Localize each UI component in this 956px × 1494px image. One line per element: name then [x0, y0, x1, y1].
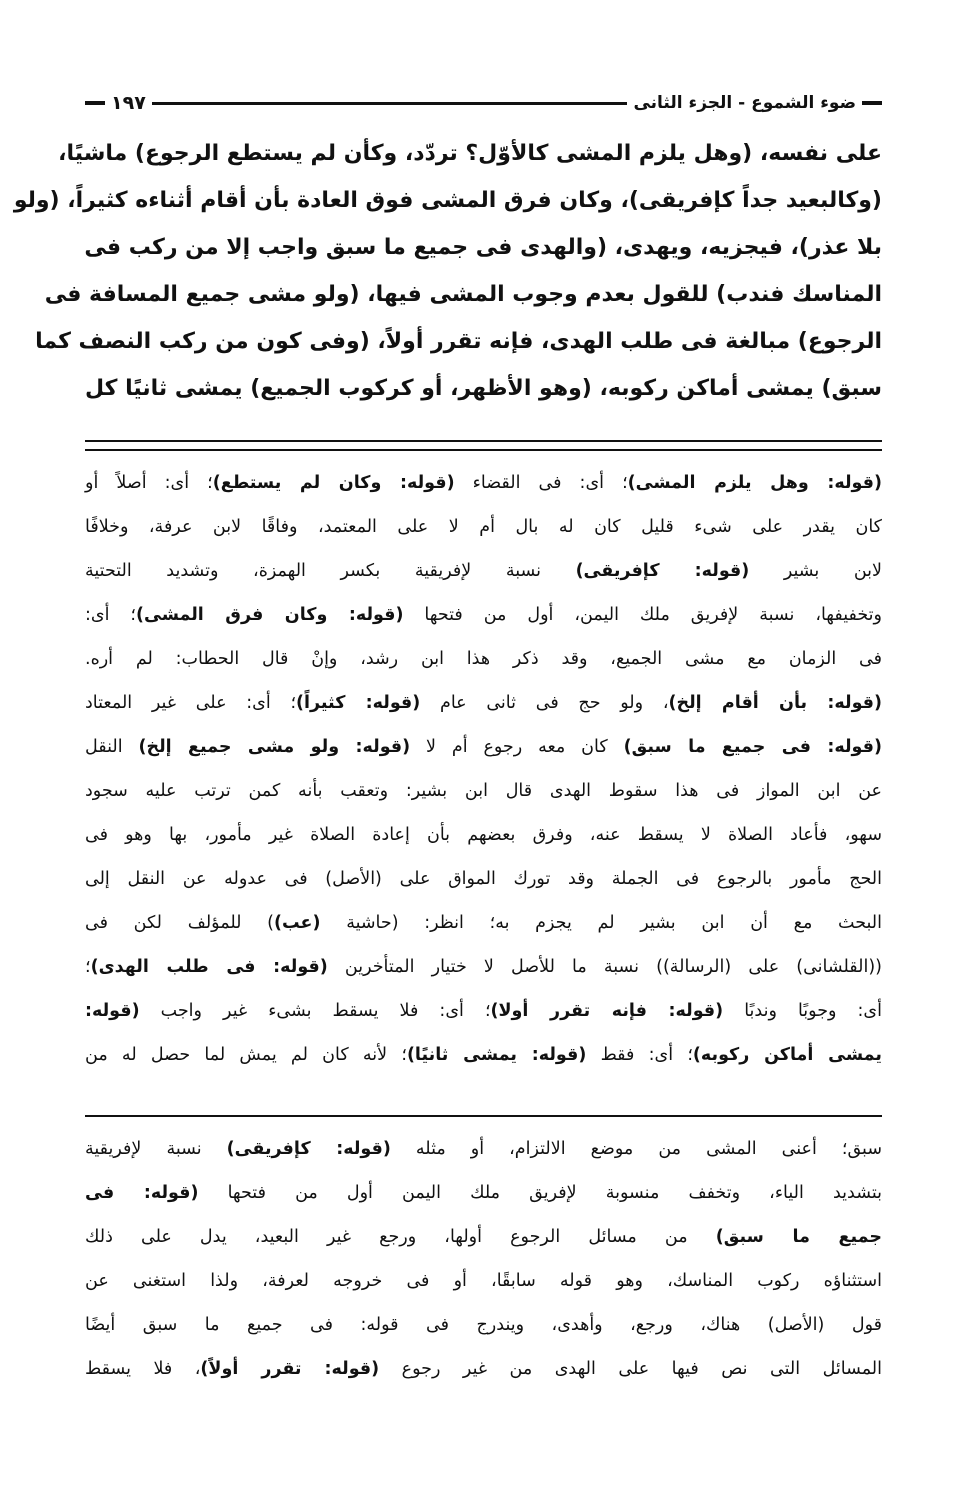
quoted-lemma: (قوله: بأن أقام إلخ) — [668, 693, 882, 713]
text-segment: (وكالبعيد جداً كإفريقى)، وكان فرق المشى فوق العادة بأن أقام أثناءه كثيراً، (ولو — [13, 188, 882, 213]
commentary-second — [85, 1127, 882, 1391]
text-line — [85, 813, 882, 857]
text-segment: من مسائل الرجوع أولها، ورجع غير البعيد، يدل على ذلك — [85, 1227, 716, 1247]
text-segment: البحث مع أن ابن بشير لم يجزم به؛ انظر: (حاشية — [320, 913, 882, 933]
quoted-lemma: جميع ما سبق) — [715, 1227, 882, 1247]
text-segment: قول (الأصل) هناك، ورجع، وأهدى، ويندرج فى قوله: فى جميع ما سبق أيضًا — [85, 1315, 882, 1335]
quoted-lemma: يمشى أماكن ركوبه) — [692, 1045, 882, 1065]
book-title: ضوء الشموع - الجزء الثانى — [633, 93, 856, 113]
quoted-lemma: (قوله: وكان لم يستطع) — [212, 473, 455, 493]
text-segment: ، ولو حج فى ثانى عام — [420, 693, 669, 713]
text-segment: ؛ أى: أصلاً أو — [85, 473, 213, 493]
text-line — [85, 769, 882, 813]
page-number: ١٩٧ — [111, 92, 146, 114]
text-line — [85, 725, 882, 769]
text-segment: ؛ أى: فى القضاء — [454, 473, 628, 493]
text-segment: كان معه رجوع أم لا — [410, 737, 624, 757]
header-dash — [862, 101, 882, 105]
text-segment: المناسك فندب) للقول بعدم وجوب المشى فيها، (ولو مشى جميع المسافة فى — [44, 282, 882, 307]
text-segment: وتخفيفها، نسبة لإفريق ملك اليمن، أول من فتحها — [403, 605, 882, 625]
text-line — [44, 271, 882, 318]
text-line — [85, 365, 882, 412]
text-line — [85, 1303, 882, 1347]
text-segment: على نفسه، (وهل يلزم المشى كالأوّل؟ تردّد، وكأن لم يستطع الرجوع) ماشيًا، — [58, 141, 882, 166]
running-header — [85, 88, 882, 118]
text-segment: كان يقدر على شىء قليل كان له بال أم لا على المعتمد، وفاقًا لابن عرفة، وخلافًا — [85, 517, 882, 537]
text-line — [85, 681, 882, 725]
text-line — [85, 901, 882, 945]
quoted-lemma: (قوله: ولو مشى جميع إلخ) — [138, 737, 411, 757]
text-segment: فى الزمان مع مشى الجميع، وقد ذكر هذا ابن رشد، وإنْ قال الحطاب: لم أره. — [85, 649, 882, 669]
text-segment: المسائل التى نص فيها على الهدى من غير رجوع — [379, 1359, 883, 1379]
text-line — [85, 945, 882, 989]
text-line — [85, 549, 882, 593]
text-line — [85, 505, 882, 549]
quoted-lemma: (قوله: فى جميع ما سبق) — [623, 737, 882, 757]
text-segment: نسبة لإفريقية — [85, 1139, 227, 1159]
text-segment: ؛ — [85, 957, 91, 977]
text-line — [85, 857, 882, 901]
commentary-first — [85, 461, 882, 1077]
divider — [85, 1115, 882, 1117]
quoted-lemma: (قوله: فى — [85, 1183, 199, 1203]
text-line — [85, 1171, 882, 1215]
text-line — [85, 461, 882, 505]
text-segment: ؛ أى: فقط — [586, 1045, 693, 1065]
quoted-lemma: (قوله: كإفريقى) — [575, 561, 750, 581]
text-line — [58, 130, 882, 177]
quoted-lemma: (قوله: فى طلب الهدى) — [90, 957, 328, 977]
text-line — [85, 637, 882, 681]
text-line — [85, 1259, 882, 1303]
text-segment: نسبة لإفريقية بكسر الهمزة، وتشديد التحتية — [85, 561, 576, 581]
text-segment: سبق) يمشى أماكن ركوبه، (وهو الأظهر، أو كركوب الجميع) يمشى ثانيًا كل — [85, 376, 882, 401]
text-line — [85, 224, 882, 271]
text-segment: ؛ أى: على غير المعتاد — [85, 693, 297, 713]
text-segment: ، فلا يسقط — [85, 1359, 201, 1379]
text-segment: ((القلشانى) على (الرسالة)) نسبة ما للأصل لا ختيار المتأخرين — [327, 957, 882, 977]
quoted-lemma: (قوله: كإفريقى) — [226, 1139, 391, 1159]
text-segment: بتشديد الياء، وتخفف منسوبة لإفريق ملك اليمن أول من فتحها — [198, 1183, 882, 1203]
text-segment: ؛ أى: — [85, 605, 136, 625]
text-segment: ؛ لأنه كان لم يمش لما حصل له من — [85, 1045, 407, 1065]
text-segment: النقل — [85, 737, 139, 757]
double-divider — [85, 440, 882, 451]
text-segment: لابن بشير — [749, 561, 883, 581]
text-line — [85, 989, 882, 1033]
text-segment: عن ابن المواز فى هذا سقوط الهدى قال ابن بشير: وتعقب بأنه كمن ترتب عليه سجود — [85, 781, 882, 801]
quoted-lemma: (قوله: فإنه تقرر أولا) — [490, 1001, 724, 1021]
text-segment: سهو، فأعاد الصلاة لا يسقط عنه، وفرق بعضهم بأن إعادة الصلاة غير مأمور، بها وهو فى — [85, 825, 882, 845]
text-segment: أى: وجوبًا وندبًا — [723, 1001, 882, 1021]
main-text — [13, 130, 882, 412]
text-line — [85, 1033, 882, 1077]
quoted-lemma: (قوله: يمشى ثانيًا) — [406, 1045, 587, 1065]
text-line — [85, 1215, 882, 1259]
text-line — [35, 318, 882, 365]
quoted-lemma: (قوله: كثيراً) — [296, 693, 421, 713]
text-segment: سبق؛ أعنى المشى من موضع الالتزام، أو مثله — [390, 1139, 882, 1159]
text-segment: الحج مأمور بالرجوع فى الجملة وقد تورك المواق على (الأصل) فى عدوله عن النقل إلى — [85, 869, 882, 889]
quoted-lemma: (قوله: — [85, 1001, 140, 1021]
text-line — [85, 593, 882, 637]
text-line — [85, 1347, 882, 1391]
text-segment: ؛ أى: فلا يسقط بشىء غير واجب — [139, 1001, 491, 1021]
header-rule — [152, 102, 628, 105]
quoted-lemma: (قوله: تقرر أولاً) — [200, 1359, 380, 1379]
text-segment: بلا عذر)، فيجزيه، ويهدى، (والهدى فى جميع ما سبق واجب إلا من ركب فى — [84, 235, 882, 260]
text-segment: ) للمؤلف لكن فى — [85, 913, 275, 933]
text-segment: الرجوع) مبالغة فى طلب الهدى، فإنه تقرر أولاً، (وفى كون من ركب النصف كما — [35, 329, 882, 354]
quoted-lemma: (قوله: وهل يلزم المشى) — [627, 473, 882, 493]
text-line — [85, 1127, 882, 1171]
text-line — [13, 177, 882, 224]
header-dash — [85, 101, 105, 105]
text-segment: استثناؤه ركوب المناسك، وهو قوله سابقًا، أو فى خروجه لعرفة، ولذا استغنى عن — [85, 1271, 882, 1291]
quoted-lemma: (عب) — [274, 913, 321, 933]
quoted-lemma: (قوله: وكان فرق المشى) — [135, 605, 404, 625]
